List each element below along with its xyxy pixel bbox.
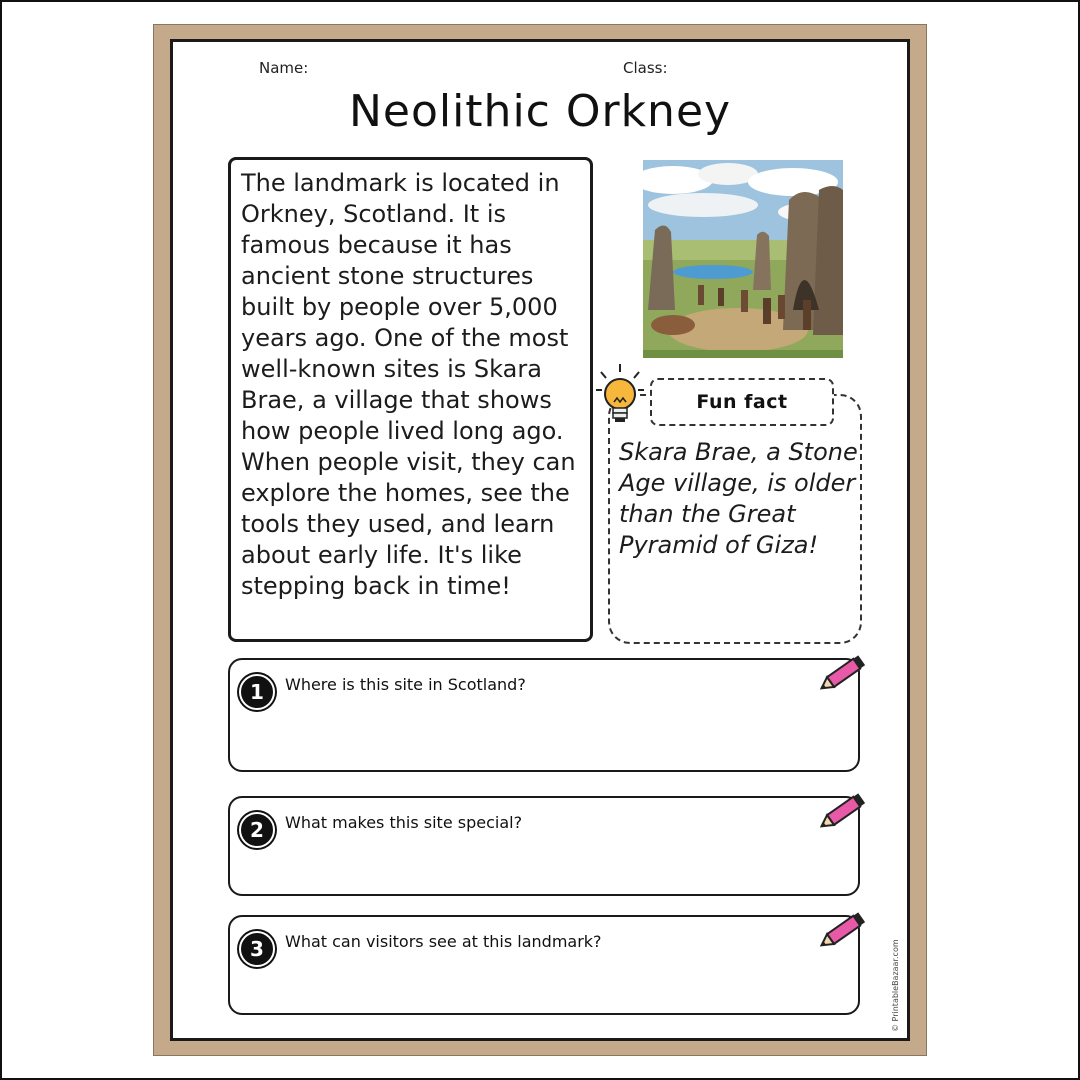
question-number-3: 3	[239, 931, 275, 967]
worksheet	[170, 39, 910, 1041]
pencil-icon	[814, 788, 870, 836]
pencil-icon	[814, 650, 870, 698]
question-text-3: What can visitors see at this landmark?	[285, 932, 602, 951]
standing-stones-illustration	[643, 160, 843, 358]
pencil-icon	[814, 907, 870, 955]
worksheet-frame	[153, 24, 927, 1056]
question-number-1: 1	[239, 674, 275, 710]
reading-passage: The landmark is located in Orkney, Scotland. It is famous because it has ancient stone structures built by people over 5,000 years ago. One of the most well-known sites is Skara Brae, a village that shows how people lived long ago. When people visit, they can explore the homes, see the tools they used, and learn about early life. It's like stepping back in time!	[228, 157, 593, 642]
copyright-text: © PrintableBazaar.com	[891, 939, 900, 1032]
question-box-1[interactable]	[228, 658, 860, 772]
page-title: Neolithic Orkney	[348, 86, 732, 137]
lightbulb-icon	[595, 362, 645, 426]
question-text-1: Where is this site in Scotland?	[285, 675, 526, 694]
fun-fact-heading: Fun fact	[650, 378, 834, 426]
question-text-2: What makes this site special?	[285, 813, 523, 832]
question-box-2[interactable]	[228, 796, 860, 896]
class-label: Class:	[623, 59, 668, 77]
name-label: Name:	[259, 59, 309, 77]
fun-fact-text: Skara Brae, a Stone Age village, is older than the Great Pyramid of Giza!	[619, 438, 858, 559]
question-number-2: 2	[239, 812, 275, 848]
question-box-3[interactable]	[228, 915, 860, 1015]
